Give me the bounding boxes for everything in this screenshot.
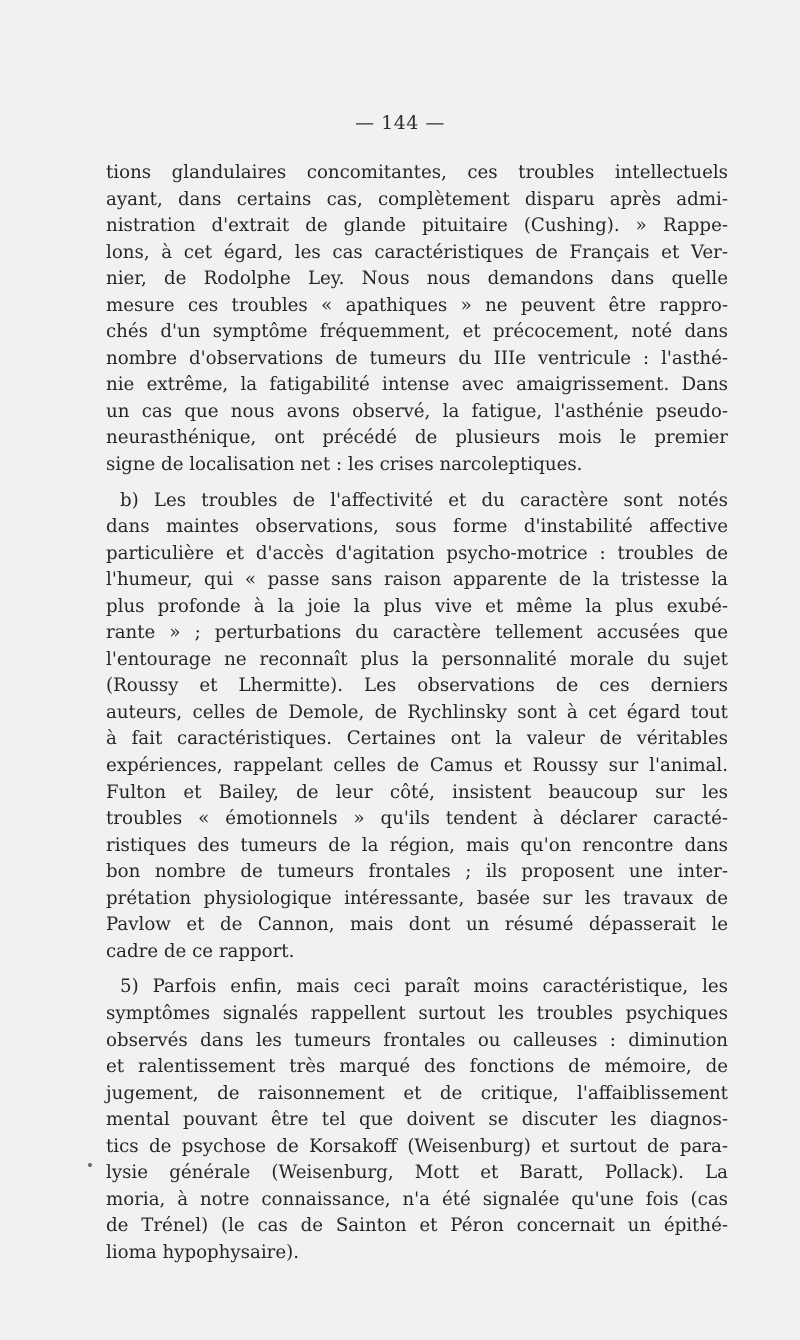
text-line: nier, de Rodolphe Ley. Nous nous demandons dans quelle xyxy=(106,268,728,290)
text-line: l'humeur, qui « passe sans raison apparente de la tristesse la xyxy=(106,569,728,591)
text-line: particulière et d'accès d'agitation psycho-motrice : troubles de xyxy=(106,542,728,564)
margin-dot-mark xyxy=(88,1163,92,1167)
text-line: signe de localisation net : les crises narcoleptiques. xyxy=(106,454,583,476)
paragraph-gap xyxy=(106,479,728,488)
text-line: (Roussy et Lhermitte). Les observations de ces derniers xyxy=(106,675,728,697)
text-line: expériences, rappelant celles de Camus et Roussy sur l'animal. xyxy=(106,755,728,777)
text-line: neurasthénique, ont précédé de plusieurs mois le premier xyxy=(106,427,728,449)
text-line: ristiques des tumeurs de la région, mais qu'on rencontre dans xyxy=(106,834,728,856)
paragraph-1 xyxy=(106,160,728,479)
text-line: nombre d'observations de tumeurs du IIIe ventricule : l'asthé- xyxy=(106,347,728,369)
text-line: lysie générale (Weisenburg, Mott et Baratt, Pollack). La xyxy=(106,1162,728,1184)
text-line: troubles « émotionnels » qu'ils tendent à déclarer caracté- xyxy=(106,808,728,830)
paragraph-2 xyxy=(106,488,728,966)
text-line: nie extrême, la fatigabilité intense avec amaigrissement. Dans xyxy=(106,374,728,396)
page-number: — 144 — xyxy=(355,112,445,134)
text-line: bon nombre de tumeurs frontales ; ils proposent une inter- xyxy=(106,861,728,883)
paragraph-gap xyxy=(106,965,728,974)
text-line: 5) Parfois enfin, mais ceci paraît moins caractéristique, les xyxy=(120,976,728,998)
text-line: chés d'un symptôme fréquemment, et précocement, noté dans xyxy=(106,321,728,343)
text-line: mesure ces troubles « apathiques » ne peuvent être rappro- xyxy=(106,294,728,316)
text-line: b) Les troubles de l'affectivité et du caractère sont notés xyxy=(120,489,728,511)
text-line: tics de psychose de Korsakoff (Weisenburg) et surtout de para- xyxy=(106,1135,728,1157)
text-line: plus profonde à la joie la plus vive et même la plus exubé- xyxy=(106,595,728,617)
body-text xyxy=(106,160,728,1266)
text-line: tions glandulaires concomitantes, ces troubles intellectuels xyxy=(106,162,728,183)
text-line: nistration d'extrait de glande pituitaire (Cushing). » Rappe- xyxy=(106,215,728,237)
text-line: cadre de ce rapport. xyxy=(106,940,295,962)
text-line: moria, à notre connaissance, n'a été signalée qu'une fois (cas xyxy=(106,1188,728,1210)
text-line: ayant, dans certains cas, complètement disparu après admi- xyxy=(106,188,728,210)
text-line: Pavlow et de Cannon, mais dont un résumé dépasserait le xyxy=(106,914,728,936)
text-line: prétation physiologique intéressante, basée sur les travaux de xyxy=(106,887,728,909)
text-line: symptômes signalés rappellent surtout les troubles psychiques xyxy=(106,1002,728,1024)
text-line: lons, à cet égard, les cas caractéristiques de Français et Ver- xyxy=(106,241,728,263)
text-line: lioma hypophysaire). xyxy=(106,1241,299,1263)
text-line: et ralentissement très marqué des fonctions de mémoire, de xyxy=(106,1056,728,1078)
text-line: l'entourage ne reconnaît plus la personnalité morale du sujet xyxy=(106,648,728,670)
text-line: dans maintes observations, sous forme d'instabilité affective xyxy=(106,516,728,538)
text-line: jugement, de raisonnement et de critique, l'affaiblissement xyxy=(106,1082,728,1104)
text-line: de Trénel) (le cas de Sainton et Péron concernait un épithé- xyxy=(106,1215,728,1237)
text-line: un cas que nous avons observé, la fatigue, l'asthénie pseudo- xyxy=(106,400,728,422)
text-line: rante » ; perturbations du caractère tellement accusées que xyxy=(106,622,728,644)
text-line: auteurs, celles de Demole, de Rychlinsky sont à cet égard tout xyxy=(106,701,728,723)
text-line: Fulton et Bailey, de leur côté, insistent beaucoup sur les xyxy=(106,781,728,803)
text-line: observés dans les tumeurs frontales ou calleuses : diminution xyxy=(106,1029,728,1051)
paragraph-3 xyxy=(106,974,728,1266)
text-line: mental pouvant être tel que doivent se discuter les diagnos- xyxy=(106,1109,728,1131)
text-line: à fait caractéristiques. Certaines ont la valeur de véritables xyxy=(106,728,728,750)
